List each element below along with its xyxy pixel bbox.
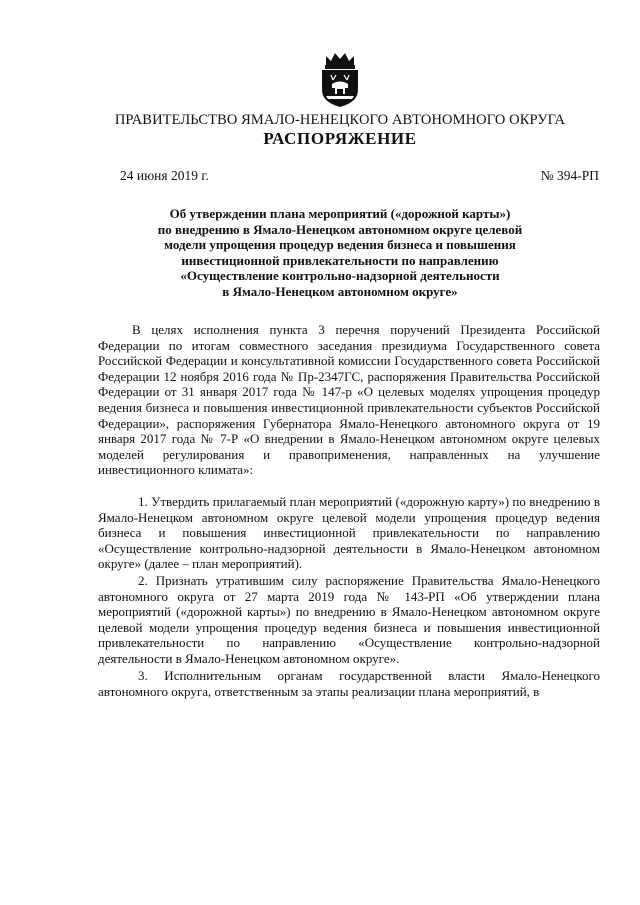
document-title-line: инвестиционной привлекательности по направлению — [181, 252, 499, 268]
document-type: РАСПОРЯЖЕНИЕ — [263, 129, 417, 148]
item-1-paragraph: 1. Утвердить прилагаемый план мероприятий («дорожную карту») по внедрению в Ямало-Ненецком автономном округе целевой модели упрощения процедур ведения бизнеса и повышения инвестиционной привлекательности по направлению «Осуществление контрольно-надзорной деятельности в Ямало-Ненецком автономном округе» (далее – план мероприятий). — [98, 494, 600, 572]
organization-name: ПРАВИТЕЛЬСТВО ЯМАЛО-НЕНЕЦКОГО АВТОНОМНОГО ОКРУГА — [114, 112, 566, 128]
document-title-line: в Ямало-Ненецком автономном округе» — [222, 283, 458, 299]
yamal-nenets-coat-of-arms-icon — [318, 50, 362, 108]
item-3-paragraph: 3. Исполнительным органам государственной власти Ямало-Ненецкого автономного округа, ответственным за этапы реализации плана мероприятий, в — [98, 668, 600, 699]
document-number: № 394-РП — [540, 168, 599, 183]
document-title — [90, 206, 590, 300]
document-title-line: Об утверждении плана мероприятий («дорожной карты») — [169, 206, 511, 221]
document-title-line: по внедрению в Ямало-Ненецком автономном округе целевой — [157, 221, 523, 237]
document-title-line: «Осуществление контрольно-надзорной деятельности — [180, 268, 500, 284]
document-date: 24 июня 2019 г. — [120, 168, 209, 183]
preamble-paragraph: В целях исполнения пункта 3 перечня поручений Президента Российской Федерации по итогам совместного заседания президиума Государственного совета Российской Федерации и консультативной комиссии Государственного совета Российской Федерации 12 ноября 2016 года № Пр-2347ГС, распоряжения Правительства Российской Федерации от 31 января 2017 года № 147-р «О целевых моделях упрощения процедур ведения бизнеса и повышения инвестиционной привлекательности субъектов Российской Федерации», распоряжения Губернатора Ямало-Ненецкого автономного округа от 19 января 2017 года № 7-Р «О внедрении в Ямало-Ненецком автономном округе целевых моделей регулирования и правоприменения, направленных на улучшение инвестиционного климата»: — [98, 322, 600, 478]
document-title-line: модели упрощения процедур ведения бизнеса и повышения — [164, 237, 516, 253]
item-2-paragraph: 2. Признать утратившим силу распоряжение Правительства Ямало-Ненецкого автономного округа от 27 марта 2019 года № 143-РП «Об утверждении плана мероприятий («дорожной карты») по внедрению в Ямало-Ненецком автономном округе целевой модели упрощения процедур ведения бизнеса и повышения инвестиционной привлекательности по направлению «Осуществление контрольно-надзорной деятельности в Ямало-Ненецком автономном округе». — [98, 573, 600, 666]
